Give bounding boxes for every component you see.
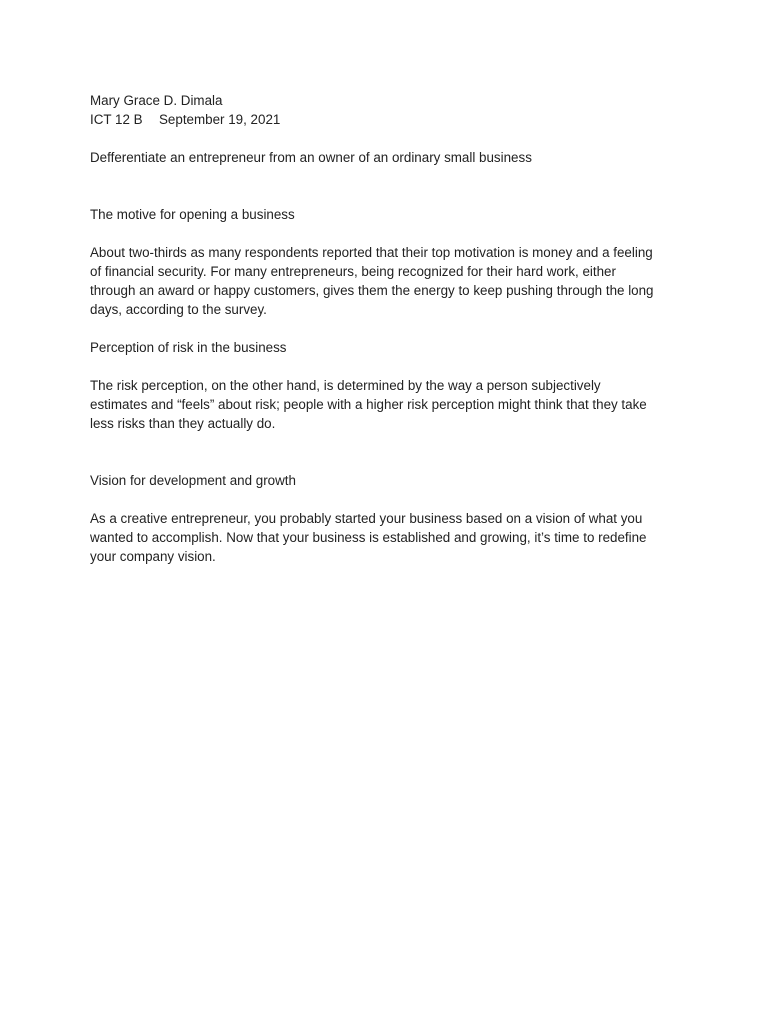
author-name: Mary Grace D. Dimala xyxy=(90,93,223,108)
section-paragraph-motive xyxy=(90,243,690,319)
paragraph-line: The risk perception, on the other hand, is determined by the way a person subjectively xyxy=(90,378,601,393)
paragraph-line: your company vision. xyxy=(90,549,216,564)
paragraph-line: As a creative entrepreneur, you probably started your business based on a vision of what you xyxy=(90,511,643,526)
section-heading-motive: The motive for opening a business xyxy=(90,207,295,222)
paragraph-line: through an award or happy customers, gives them the energy to keep pushing through the long xyxy=(90,283,654,298)
section-paragraph-risk xyxy=(90,376,690,433)
document-date: September 19, 2021 xyxy=(159,112,281,127)
section-heading-vision: Vision for development and growth xyxy=(90,473,296,488)
paragraph-line: wanted to accomplish. Now that your business is established and growing, it’s time to redefine xyxy=(90,530,647,545)
paragraph-line: About two-thirds as many respondents reported that their top motivation is money and a feeling xyxy=(90,245,653,260)
class-date-row xyxy=(90,110,690,129)
document-body xyxy=(90,91,690,566)
section-heading-risk: Perception of risk in the business xyxy=(90,340,287,355)
paragraph-line: less risks than they actually do. xyxy=(90,416,276,431)
class-section: ICT 12 B xyxy=(90,112,143,127)
essay-prompt: Defferentiate an entrepreneur from an owner of an ordinary small business xyxy=(90,150,532,165)
paragraph-line: estimates and “feels” about risk; people with a higher risk perception might think that they take xyxy=(90,397,647,412)
section-paragraph-vision xyxy=(90,509,690,566)
paragraph-line: days, according to the survey. xyxy=(90,302,267,317)
paragraph-line: of financial security. For many entrepreneurs, being recognized for their hard work, either xyxy=(90,264,616,279)
